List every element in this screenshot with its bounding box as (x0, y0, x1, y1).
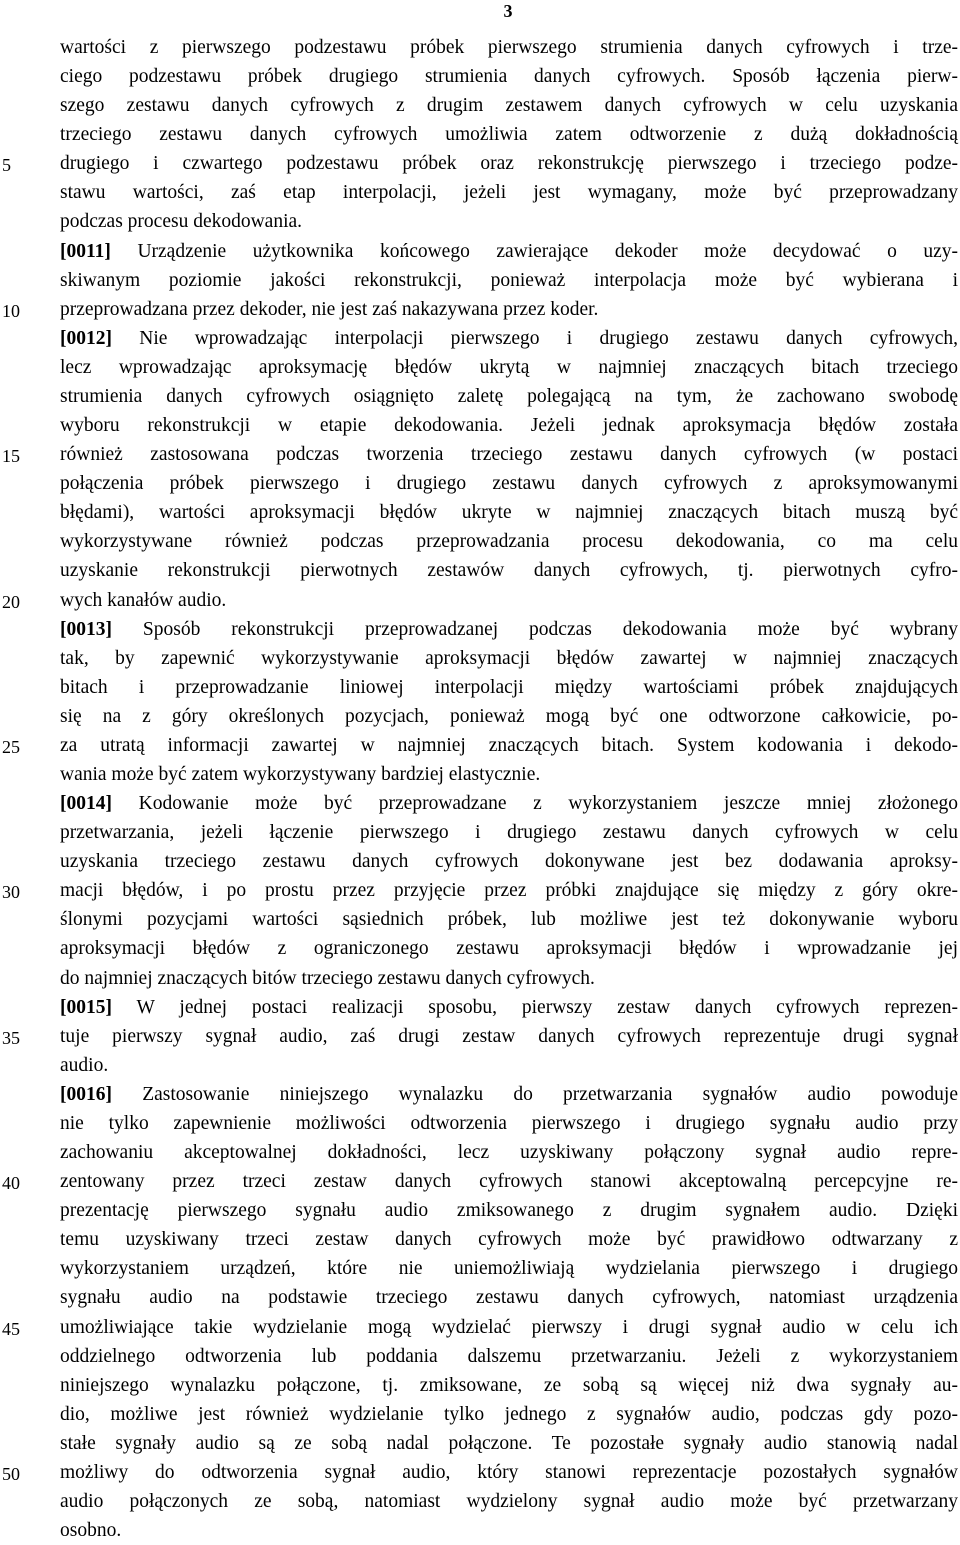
text-line (60, 441, 958, 469)
text-line (60, 470, 958, 498)
line-text: strumienia danych cyfrowych osiągnięto zaletę polegającą na tym, że zachowano swobodę (60, 385, 958, 407)
text-line (60, 994, 958, 1022)
text-line (60, 1168, 958, 1196)
line-text: wartości z pierwszego podzestawu próbek pierwszego strumienia danych cyfrowych i trze- (60, 37, 958, 58)
text-line (60, 325, 958, 353)
text-line (60, 179, 958, 207)
line-text: uzyskania trzeciego zestawu danych cyfrowych dokonywane jest bez dodawania aproksy- (60, 851, 958, 873)
text-line (60, 1430, 958, 1458)
margin-line-number: 5 (2, 155, 11, 176)
text-line (60, 1139, 958, 1167)
line-text: się na z góry określonych pozycjach, ponieważ mogą być one odtworzone całkowicie, po- (60, 705, 958, 727)
text-line (60, 557, 958, 585)
margin-line-number: 15 (2, 446, 20, 467)
line-text: wyboru rekonstrukcji w etapie dekodowania. Jeżeli jednak aproksymacja błędów została (60, 415, 958, 437)
margin-line-number: 30 (2, 882, 20, 903)
text-line (60, 848, 958, 876)
line-text: do najmniej znaczących bitów trzeciego zestawu danych cyfrowych. (60, 967, 595, 989)
line-text: temu uzyskiwany trzeci zestaw danych cyfrowych może być prawidłowo odtwarzany z (60, 1229, 958, 1251)
line-text: niniejszego wynalazku połączone, tj. zmiksowane, ze sobą są więcej niż dwa sygnały au- (60, 1374, 958, 1396)
line-text: uzyskanie rekonstrukcji pierwotnych zestawów danych cyfrowych, tj. pierwotnych cyfro- (60, 560, 958, 582)
line-text: za utratą informacji zawartej w najmniej znaczących bitach. System kodowania i dekodo- (60, 734, 958, 756)
text-line (60, 1372, 958, 1400)
line-text: nie tylko zapewnienie możliwości odtworzenia pierwszego i drugiego sygnału audio przy (60, 1112, 958, 1134)
text-line (60, 819, 958, 847)
text-line (60, 674, 958, 702)
text-line (60, 1110, 958, 1138)
text-line (60, 790, 958, 818)
line-text: skiwanym poziomie jakości rekonstrukcji, ponieważ interpolacja może być wybierana i (60, 269, 958, 291)
page-number: 3 (503, 1, 513, 21)
line-text: stałe sygnały audio są ze sobą nadal połączone. Te pozostałe sygnały audio stanowią nadal (60, 1432, 958, 1454)
text-line (60, 528, 958, 556)
line-text: aproksymacji błędów z ograniczonego zestawu aproksymacji błędów i wprowadzanie jej (60, 938, 958, 960)
text-line (60, 1488, 958, 1516)
line-text: przetwarzania, jeżeli łączenie pierwszego i drugiego zestawu danych cyfrowych w celu (60, 822, 958, 844)
line-text: oddzielnego odtworzenia lub poddania dalszemu przetwarzaniu. Jeżeli z wykorzystaniem (60, 1345, 958, 1367)
text-line (60, 877, 958, 905)
text-line (60, 1517, 958, 1545)
line-text: prezentację pierwszego sygnału audio zmiksowanego z drugim sygnałem audio. Dzięki (60, 1200, 958, 1222)
text-line (60, 1459, 958, 1487)
text-line (60, 499, 958, 527)
margin-line-number: 50 (2, 1463, 20, 1484)
line-text: ślonymi pozycjami wartości sąsiednich próbek, lub możliwe jest też dokonywanie wyboru (60, 909, 958, 931)
line-text: wykorzystaniem urządzeń, które nie uniemożliwiają wydzielania pierwszego i drugiego (60, 1258, 958, 1280)
paragraph-id: [0013] (60, 618, 112, 640)
text-line (60, 354, 958, 382)
line-text: stawu wartości, zaś etap interpolacji, jeżeli jest wymagany, może być przeprowadzany (60, 182, 958, 204)
line-text: błędami), wartości aproksymacji błędów ukryte w najmniej znaczących bitach muszą być (60, 502, 958, 524)
line-text: tuje pierwszy sygnał audio, zaś drugi zestaw danych cyfrowych reprezentuje drugi sygnał (60, 1025, 958, 1047)
line-text: ciego podzestawu próbek drugiego strumienia danych cyfrowych. Sposób łączenia pierw- (60, 66, 958, 88)
text-line (60, 587, 958, 615)
margin-line-number: 35 (2, 1027, 20, 1048)
line-text: przeprowadzana przez dekoder, nie jest zaś nakazywana przez koder. (60, 298, 599, 320)
text-line (60, 906, 958, 934)
line-text: Nie wprowadzając interpolacji pierwszego i drugiego zestawu danych cyfrowych, (139, 327, 958, 349)
line-text: tak, by zapewnić wykorzystywanie aproksymacji błędów zawartej w najmniej znaczących (60, 647, 958, 669)
text-line (60, 1343, 958, 1371)
text-line (60, 732, 958, 760)
paragraph-id: [0012] (60, 327, 112, 349)
line-text: zentowany przez trzeci zestaw danych cyfrowych stanowi akceptowalną percepcyjne re- (60, 1171, 958, 1193)
text-line (60, 121, 958, 149)
margin-line-number: 20 (2, 591, 20, 612)
line-text: zachowaniu akceptowalnej dokładności, lecz uzyskiwany połączony sygnał audio repre- (60, 1142, 958, 1164)
line-text: również zastosowana podczas tworzenia trzeciego zestawu danych cyfrowych (w postaci (60, 444, 958, 466)
line-text: umożliwiające takie wydzielanie mogą wydzielać pierwszy i drugi sygnał audio w celu ich (60, 1316, 958, 1338)
text-line (60, 296, 958, 324)
text-line (60, 34, 958, 62)
text-line (60, 703, 958, 731)
margin-line-number: 10 (2, 300, 20, 321)
line-text: możliwy do odtworzenia sygnał audio, który stanowi reprezentacje pozostałych sygnałów (60, 1461, 958, 1483)
line-text: macji błędów, i po prostu przez przyjęcie przez próbki znajdujące się między z góry okre- (60, 880, 958, 902)
text-line (60, 1023, 958, 1051)
text-line (60, 645, 958, 673)
line-text: Sposób rekonstrukcji przeprowadzanej podczas dekodowania może być wybrany (142, 618, 958, 640)
text-line (60, 1197, 958, 1225)
line-text: dio, możliwe jest również wydzielanie tylko jednego z sygnałów audio, podczas gdy pozo- (60, 1403, 958, 1425)
line-text: wych kanałów audio. (60, 589, 227, 611)
margin-line-number: 45 (2, 1318, 20, 1339)
text-line (60, 208, 958, 236)
text-line (60, 267, 958, 295)
line-text: W jednej postaci realizacji sposobu, pierwszy zestaw danych cyfrowych reprezen- (136, 996, 958, 1018)
text-line (60, 935, 958, 963)
paragraph-id: [0016] (60, 1083, 112, 1105)
text-line (60, 1255, 958, 1283)
line-text: Kodowanie może być przeprowadzane z wykorzystaniem jeszcze mniej złożonego (138, 793, 958, 815)
paragraph-id: [0015] (60, 996, 112, 1018)
text-line (60, 1284, 958, 1312)
line-text: audio połączonych ze sobą, natomiast wydzielony sygnał audio może być przetwarzany (60, 1491, 958, 1512)
line-text: drugiego i czwartego podzestawu próbek oraz rekonstrukcję pierwszego i trzeciego podze- (60, 153, 958, 175)
text-line (60, 616, 958, 644)
line-text: szego zestawu danych cyfrowych z drugim zestawem danych cyfrowych w celu uzyskania (60, 95, 958, 117)
text-line (60, 1052, 958, 1080)
text-line (60, 238, 958, 266)
text-line (60, 1226, 958, 1254)
text-line (60, 1314, 958, 1342)
line-text: osobno. (60, 1520, 122, 1542)
line-text: podczas procesu dekodowania. (60, 211, 303, 233)
line-text: bitach i przeprowadzanie liniowej interpolacji między wartościami próbek znajdujących (60, 676, 958, 698)
text-line (60, 383, 958, 411)
margin-line-number: 25 (2, 736, 20, 757)
margin-line-number: 40 (2, 1173, 20, 1194)
line-text: Zastosowanie niniejszego wynalazku do przetwarzania sygnałów audio powoduje (142, 1083, 958, 1105)
text-line (60, 92, 958, 120)
line-text: audio. (60, 1054, 109, 1076)
text-line (60, 63, 958, 91)
text-line (60, 412, 958, 440)
text-line (60, 965, 958, 993)
line-text: Urządzenie użytkownika końcowego zawierające dekoder może decydować o uzy- (137, 240, 958, 262)
paragraph-id: [0011] (60, 240, 111, 262)
line-text: połączenia próbek pierwszego i drugiego zestawu danych cyfrowych z aproksymowanymi (60, 473, 958, 495)
text-line (60, 150, 958, 178)
text-line (60, 1081, 958, 1109)
paragraph-id: [0014] (60, 793, 112, 815)
line-text: wania może być zatem wykorzystywany bardziej elastycznie. (60, 764, 541, 785)
text-line (60, 761, 958, 789)
line-text: sygnału audio na podstawie trzeciego zestawu danych cyfrowych, natomiast urządzenia (60, 1287, 958, 1309)
line-text: trzeciego zestawu danych cyfrowych umożliwia zatem odtworzenie z dużą dokładnością (60, 124, 958, 146)
text-line (60, 1401, 958, 1429)
line-text: wykorzystywane również podczas przeprowadzania procesu dekodowania, co ma celu (60, 531, 958, 553)
line-text: lecz wprowadzając aproksymację błędów ukrytą w najmniej znaczących bitach trzeciego (60, 356, 958, 378)
